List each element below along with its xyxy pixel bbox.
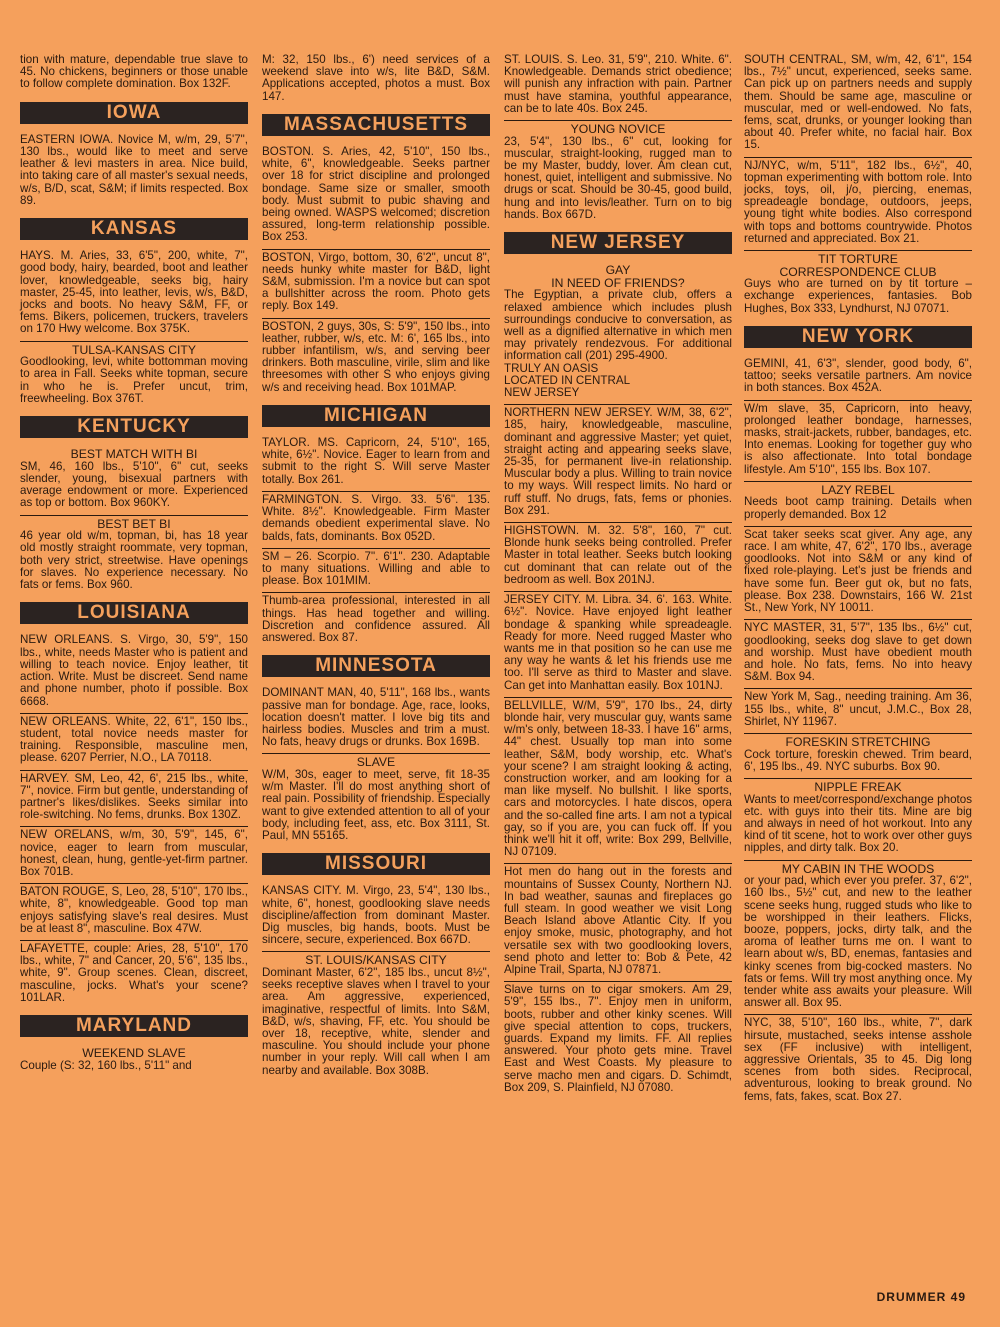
ad-text: tion with mature, dependable true slave to 45. No chickens, beginners or those unable to follow complete domination. Box 132F. xyxy=(20,53,248,91)
ad-text: NORTHERN NEW JERSEY. W/M, 38, 6'2", 185, hairy, knowledgeable, masculine, dominant and aggressive Master; yet quiet, straight acting and appearing seeks slave, 25-35, for permanent live-in relationship. Muscular body a plus. Willing to train novice to my ways. Will respect limits. No hard or ruff stuff. No drugs, fats, fems or phonies. Box 291. xyxy=(504,406,732,517)
state-header: MINNESOTA xyxy=(262,655,490,677)
classified-ad xyxy=(744,482,972,527)
ad-title: MY CABIN IN THE WOODS xyxy=(781,861,935,876)
ad-text: Goodlooking, levi, white bottomman moving to area in Fall. Seeks white topman, secure in who he is. Prefer uncut, trim, freewheeling. Box 376T. xyxy=(20,355,248,405)
state-header: LOUISIANA xyxy=(20,602,248,624)
classified-ad xyxy=(504,405,732,523)
ad-text: Scat taker seeks scat giver. Any age, any race. I am white, 47, 6'2", 170 lbs., average goodlooks. Not into S&M or any kind of fixed role-playing. Let's just be friends and have some fun. Beer gut ok, but no fats, please. Box 238. Downstairs, 166 W. 21st St., New York, NY 10011. xyxy=(744,527,972,615)
classified-ad xyxy=(20,827,248,884)
classified-ad xyxy=(20,1045,248,1077)
ad-text: NYC MASTER, 31, 5'7", 135 lbs., 6½" cut, goodlooking, seeks dog slave to get down and worship. Must have obedient mouth and hole. No fats, fems. No into heavy S&M. Box 94. xyxy=(744,621,972,684)
ad-text: W/M, 30s, eager to meet, serve, fit 18-35 w/m Master. I'll do most anything short of real pain. Possibility of friendship. Especially want to give extended attention to all of your body, including feet, ass, etc. Box 3111, St. Paul, MN 55165. xyxy=(262,767,490,842)
ad-title: WEEKEND SLAVE xyxy=(82,1046,186,1061)
classified-ad xyxy=(262,250,490,319)
ad-text: or your pad, which ever you prefer. 37, 6'2", 160 lbs., 5½" cut, and new to the leather scene seeks hung, rugged studs who like to be worshipped in their leathers. Flicks, booze, poppers, jocks, dirty talk, and the aroma of leather turns me on. I want to learn about w/s, BD, enemas, fantasies and kinky scenes from big-cocked masters. No fats or fems. Will try most anything once. My tender white ass awaits your pleasure. Will answer all. Box 95. xyxy=(744,874,972,1010)
ad-text: HAYS. M. Aries, 33, 6'5", 200, white, 7", good body, hairy, bearded, boot and leather lover, knowledgeable, seeks big, hairy master, 25-45, into leather, levis, w/s, B&D, jocks and boots. No heavy S&M, FF, or fems. Bikers, policemen, truckers, travelers on 170 Hwy welcome. Box 375K. xyxy=(20,249,248,336)
classified-ad xyxy=(744,251,972,320)
ad-text: FARMINGTON. S. Virgo. 33. 5'6". 135. White. 8½". Knowledgeable. Firm Master demands obedient experimental slave. No balds, fats, dominants. Box 052D. xyxy=(262,492,490,543)
classified-ad xyxy=(504,864,732,982)
classified-ad xyxy=(504,52,732,121)
ad-text: The Egyptian, a private club, offers a relaxed ambience which includes plush surroundings conducive to conversation, as well as a dignified alternative in which men may privately rendezvous. For additional information call (201) 295-4900. TRULY AN OASIS LOCATED IN CENTRAL NEW JERSEY xyxy=(504,288,732,400)
classified-ad xyxy=(262,685,490,754)
ad-title: LAZY REBEL xyxy=(821,482,895,497)
classified-ad xyxy=(262,435,490,492)
ad-text: ST. LOUIS. S. Leo. 31, 5'9", 210. White. 6". Knowledgeable. Demands strict obedience; will punish any infraction with pain. Partner must have stamina, youthful appearance, can be to late 40s. Box 245. xyxy=(504,53,732,115)
classified-ad xyxy=(504,523,732,592)
classified-ad xyxy=(744,734,972,779)
column-2 xyxy=(262,52,490,1082)
ad-text: Couple (S: 32, 160 lbs., 5'11" and xyxy=(20,1058,192,1072)
ad-text: M: 32, 150 lbs., 6') need services of a weekend slave into w/s, lite B&D, S&M. Applications accepted, photos a must. Box 147. xyxy=(262,53,490,103)
classified-ad xyxy=(744,620,972,689)
magazine-name: DRUMMER xyxy=(876,1290,947,1304)
classified-ad xyxy=(20,52,248,96)
ad-text: NEW ORELANS, w/m, 30, 5'9", 145, 6", novice, eager to learn from muscular, honest, clean, hung, gentle-yet-firm partner. Box 701B. xyxy=(20,828,248,878)
ad-text: BATON ROUGE, S, Leo, 28, 5'10", 170 lbs., white, 8", knowledgeable. Good top man enjoys satisfying slave's real desires. Must be at least 8", masculine. Box 47W. xyxy=(20,885,248,935)
ad-title: FORESKIN STRETCHING xyxy=(785,734,931,749)
classified-ad xyxy=(20,446,248,515)
ad-text: SOUTH CENTRAL, SM, w/m, 42, 6'1", 154 lbs., 7½" uncut, experienced, seeks same. Can pick up on partners needs and supply them. Should be same age, masculine or muscular, med or well-endowed. No fats, fems, scat, drunks, or younger looking than about 40. Prefer white, no facial hair. Box 15. xyxy=(744,53,972,152)
ad-text: EASTERN IOWA. Novice M, w/m, 29, 5'7", 130 lbs., would like to meet and serve leather & levi masters in area. Nice build, into taking care of all master's sexual needs, w/s, B/D, scat, S&M; if limits respected. Box 89. xyxy=(20,132,248,207)
classified-ad xyxy=(20,941,248,1009)
classified-ad xyxy=(262,883,490,952)
ad-text: BOSTON. S. Aries, 42, 5'10", 150 lbs., white, 6", knowledgeable. Seeks partner over 18 for strict discipline and prolonged bondage. Same size or smaller, smooth body. Must submit to pubic shaving and being owned. WASPS welcomed; discretion assured, long-term relationship possible. Box 253. xyxy=(262,145,490,244)
classified-ad xyxy=(504,262,732,405)
ad-title: GAY IN NEED OF FRIENDS? xyxy=(551,263,685,290)
state-header: NEW YORK xyxy=(744,326,972,348)
classified-ad xyxy=(744,52,972,158)
classified-ad xyxy=(744,1015,972,1107)
classified-ad xyxy=(262,492,490,549)
ad-title: YOUNG NOVICE xyxy=(570,122,666,137)
classified-ad xyxy=(262,549,490,594)
ad-title: TIT TORTURE CORRESPONDENCE CLUB xyxy=(779,252,937,279)
classified-ad xyxy=(262,144,490,250)
classified-ad xyxy=(504,592,732,698)
ad-text: BELLVILLE, W/M, 5'9", 170 lbs., 24, dirty blonde hair, very muscular guy, wants same w/m's only, between 18-33. I have 16" arms, 44" chest. Usually top man into some leather, S&M, body worship, etc. What's your scene? I am straight looking & acting, construction worker, and am looking for a man like myself. No bullshit. I like sports, cars and motorcycles. I hate discos, opera and the so-called fine arts. I am not a typical gay, so if you are, you can fuck off. If you think we'll hit it off, write: Box 299, Bellville, NJ 07109. xyxy=(504,698,732,859)
classified-ad xyxy=(20,248,248,341)
state-header: MICHIGAN xyxy=(262,405,490,427)
state-header: IOWA xyxy=(20,102,248,124)
classified-ad xyxy=(262,319,490,399)
ad-text: NYC, 38, 5'10", 160 lbs., white, 7", dark hirsute, mustached, seeks intense asshole sex (FF inclusive) with intelligent, aggressive Orientals, 35 to 45. Dig long scenes from both sides. Reciprocal, adventurous, looking to break ground. No fems, fats, fakes, scat. Box 27. xyxy=(744,1016,972,1103)
classified-ad xyxy=(504,698,732,865)
page-number: 49 xyxy=(950,1290,966,1304)
ad-text: W/m slave, 35, Capricorn, into heavy, prolonged leather bondage, harnesses, masks, strait-jackets, rubber, bandages, etc. Into enemas. Looking for together guy who is also affectionate. Into total bondage lifestyle. Am 5'10", 155 lbs. Box 107. xyxy=(744,401,972,476)
state-header: KANSAS xyxy=(20,218,248,240)
ad-text: Hot men do hang out in the forests and mountains of Sussex County, Northern NJ. In bad weather, saunas and fireplaces go full steam. In good weather we visit Long Beach Island above Atlantic City. If you enjoy smoke, music, photography, and hot versatile sex with two goodlooking lovers, send photo and letter to: Bob & Pete, 42 Alpine Trail, Sparta, NJ 07871. xyxy=(504,865,732,976)
ad-text: NJ/NYC, w/m, 5'11", 182 lbs., 6½", 40, topman experimenting with bottom role. Into jocks, toys, oil, j/o, piercing, enemas, spreadeagle bondage, outdoors, jeeps, young tight white bodies. Also correspond with tops and bottoms countrywide. Photos returned and appreciated. Box 21. xyxy=(744,158,972,245)
classified-ad xyxy=(20,771,248,828)
ad-text: SM – 26. Scorpio. 7". 6'1". 230. Adaptable to many situations. Willing and able to please. Box 101MIM. xyxy=(262,549,490,588)
ad-title: ST. LOUIS/KANSAS CITY xyxy=(305,953,447,968)
ad-text: Needs boot camp training. Details when properly demanded. Box 12 xyxy=(744,495,972,521)
classified-ad xyxy=(744,527,972,620)
ad-text: GEMINI, 41, 6'3", slender, good body, 6", tattoo; seeks versatile partners. Am novice in both stances. Box 452A. xyxy=(744,357,972,395)
page-footer xyxy=(877,1290,966,1304)
classified-ad xyxy=(744,158,972,251)
classified-ad xyxy=(20,516,248,597)
classified-ad xyxy=(744,356,972,401)
state-header: KENTUCKY xyxy=(20,416,248,438)
classified-ad xyxy=(504,121,732,226)
classified-ad xyxy=(262,593,490,649)
classified-ad xyxy=(20,342,248,410)
state-header: MISSOURI xyxy=(262,853,490,875)
classified-ad xyxy=(744,689,972,734)
classified-ad xyxy=(744,861,972,1016)
ad-text: Guys who are turned on by tit torture – exchange experiences, fantasies. Bob Hughes, Box 333, Lyndhurst, NJ 07071. xyxy=(744,277,972,315)
classified-ad xyxy=(20,714,248,771)
classified-ad xyxy=(744,401,972,482)
ad-text: NEW ORLEANS. White, 22, 6'1", 150 lbs., student, total novice needs master for training. Responsible, masculine men, please. 6207 Perrier, N.O., LA 70118. xyxy=(20,714,248,765)
ad-text: LAFAYETTE, couple: Aries, 28, 5'10", 170 lbs., white, 7" and Cancer, 20, 5'6", 135 lbs., white, 9". Group scenes. Clean, discreet, masculine, jocks. What's your scene? 101LAR. xyxy=(20,941,248,1004)
ad-text: BOSTON, 2 guys, 30s, S: 5'9", 150 lbs., into leather, rubber, w/s, etc. M: 6', 165 lbs., into rubber infantilism, w/s, and serving beer drinkers. Both masculine, virile, slim and like threesomes with other S who enjoys giving w/s and receiving head. Box 101MAP. xyxy=(262,319,490,394)
ad-text: SM, 46, 160 lbs., 5'10", 6" cut, seeks slender, young, bisexual partners with average endowment or more. Experienced as top or bottom. Box 960KY. xyxy=(20,459,248,510)
column-1 xyxy=(20,52,248,1077)
column-4 xyxy=(744,52,972,1108)
ad-text: New York M, Sag., needing training. Am 36, 155 lbs., white, 8" uncut, J.M.C., Box 28, Shirlet, NY 11967. xyxy=(744,690,972,728)
ad-title: TULSA-KANSAS CITY xyxy=(72,342,196,357)
classified-ad xyxy=(20,884,248,941)
ad-text: HARVEY. SM, Leo, 42, 6', 215 lbs., white, 7", novice. Firm but gentle, understanding of partner's likes/dislikes. Seeks similar into role-switching. No fems, drunks. Box 130Z. xyxy=(20,771,248,822)
ad-title: SLAVE xyxy=(356,755,396,770)
ad-text: DOMINANT MAN, 40, 5'11", 168 lbs., wants passive man for bondage. Age, race, looks, location doesn't matter. I love big tits and hairless bodies. Muscles and trim a must. No fats, heavy drugs or drunks. Box 169B. xyxy=(262,686,490,749)
ad-text: JERSEY CITY. M. Libra. 34. 6'. 163. White. 6½". Novice. Have enjoyed light leather bondage & spanking while spreadeagle. Ready for more. Need rugged Master who wants me in that position so he can use me any way he wants & let his friends use me too. I'll serve as third to Master and slave. Can get into Manhattan easily. Box 101NJ. xyxy=(504,593,732,692)
ad-title: BEST MATCH WITH BI xyxy=(70,447,198,462)
classified-ad xyxy=(262,952,490,1081)
classified-ad xyxy=(744,779,972,861)
classified-ad xyxy=(504,982,732,1099)
ad-text: Slave turns on to cigar smokers. Am 29, 5'9", 155 lbs., 7". Enjoy men in uniform, boots, rubber and other kinky scenes. Will give special attention to cops, truckers, guards. Expand my limits. FF. All replies answered. Your photo gets mine. Travel East and West Coasts. My pleasure to serve macho men and cigars. D. Schimdt, Box 209, S. Plainfield, NJ 07080. xyxy=(504,983,732,1094)
column-3 xyxy=(504,52,732,1099)
ad-text: Wants to meet/correspond/exchange photos etc. with guys into their tits. Mine are big and always in need of hot workout. Into any kind of tit scene, hot to work over other guys nipples, and dirty talk. Box 20. xyxy=(744,792,972,855)
classified-ad xyxy=(262,52,490,108)
state-header: MASSACHUSETTS xyxy=(262,114,490,136)
state-header: MARYLAND xyxy=(20,1015,248,1037)
ad-text: TAYLOR. MS. Capricorn, 24, 5'10", 165, white, 6½". Novice. Eager to learn from and submit to the right S. Will serve Master totally. Box 261. xyxy=(262,436,490,486)
ad-text: Cock torture, foreskin chewed. Trim beard, 6', 195 lbs., 49. NYC suburbs. Box 90. xyxy=(744,747,972,773)
state-header: NEW JERSEY xyxy=(504,232,732,254)
classified-ad xyxy=(20,632,248,713)
classified-ad xyxy=(262,754,490,847)
ad-text: KANSAS CITY. M. Virgo, 23, 5'4", 130 lbs., white, 6", honest, goodlooking slave needs discipline/affection from dominant Master. Dig muscles, big hands, boots. Must be sincere, secure, experienced. Box 667D. xyxy=(262,884,490,947)
ad-text: Dominant Master, 6'2", 185 lbs., uncut 8½", seeks receptive slaves when I travel to your area. Am aggressive, experienced, imaginative, respectful of limits. Into S&M, B&D, w/s, shaving, FF, etc. You should be over 18, receptive, white, slender and masculine. You should include your phone number in your reply. Will call when I am nearby and available. Box 308B. xyxy=(262,965,490,1077)
ad-title: NIPPLE FREAK xyxy=(814,779,902,794)
ad-text: Thumb-area professional, interested in all things. Has head together and willing. Discretion and confidence assured. All answered. Box 87. xyxy=(262,594,490,644)
classified-ad xyxy=(20,132,248,212)
ad-title: BEST BET BI xyxy=(97,516,171,531)
ad-text: HIGHSTOWN. M. 32. 5'8", 160, 7" cut. Blonde hunk seeks being controlled. Prefer Master in total leather. Seeks butch looking cut dominant that can relate out of the bedroom as well. Box 201NJ. xyxy=(504,524,732,586)
ad-text: BOSTON, Virgo, bottom, 30, 6'2", uncut 8", needs hunky white master for B&D, light S&M, submission. I'm a novice but can spot a bullshitter across the room. Photo gets reply. Box 149. xyxy=(262,250,490,313)
ad-text: 46 year old w/m, topman, bi, has 18 year old mostly straight roommate, very topman, both very strict, streetwise. Have openings for slaves. No experience necessary. No fats or fems. Box 960. xyxy=(20,529,248,592)
ad-text: 23, 5'4", 130 lbs., 6" cut, looking for muscular, straight-looking, rugged man to be my Master, buddy, lover. Am clean cut, honest, quiet, intelligent and submissive. No drugs or scat. Should be 30-45, good build, hung and into levis/leather. Turn on to big hands. Box 667D. xyxy=(504,134,732,221)
ad-text: NEW ORLEANS. S. Virgo, 30, 5'9", 150 lbs., white, needs Master who is patient and willing to teach novice. Enjoy leather, tit action. Write. Must be discreet. Send name and phone number, photo if possible. Box 6668. xyxy=(20,633,248,708)
